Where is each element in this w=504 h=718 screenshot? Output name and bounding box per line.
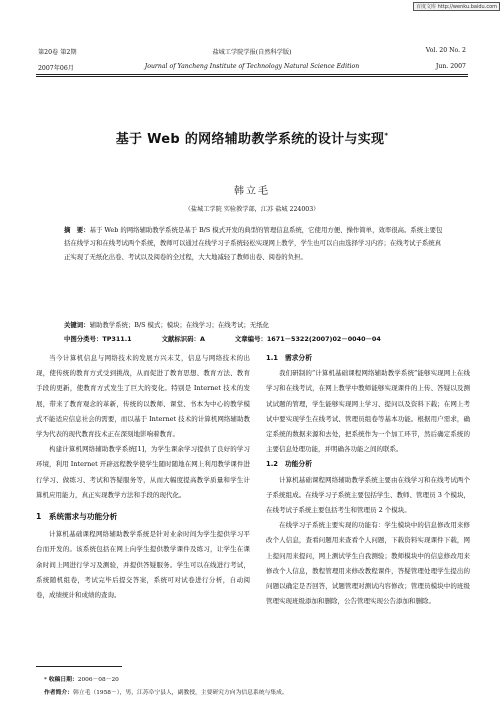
watermark-badge: 百度文库 http://wenku.baidu.com — [413, 2, 500, 11]
section1-paragraph: 计算机基础课程网络辅助教学系统是针对业余时间为学生提供学习平台而开发的。该系统包括在网上向学生提供教学课件及练习，让学生在课余时间上网进行学习及测验，并提供答疑服务。学生可以在线进行考试，系统随机组卷，考试完毕后提交答案，系统可对试卷进行分析，自动阅卷，成绩统计和成绩的查询。 — [36, 530, 250, 600]
bio-label: 作者简介： — [44, 690, 73, 696]
right-column — [266, 351, 470, 609]
requirements-paragraph: 我们研制的“计算机基础课程网络辅助教学系统”能够实现网上在线学习和在线考试，在网上教学中教师能够实现课件的上传、答疑以及测试试题的管理，学生能够实现网上学习、提问以及资料下载；在网上考试中要实现学生在线考试、管理员组卷等基本功能。根据用户需求，确定系统的数据来源和去处，把系统作为一个加工环节，然后确定系统的主要信息处理功能，并明确各功能之间的联系。 — [266, 369, 470, 454]
article-number: 文章编号：1671－5322(2007)02－0040－04 — [234, 335, 381, 343]
journal-volume-issue: 第20卷 第2期 — [38, 49, 77, 56]
received-label: 收稿日期： — [48, 677, 78, 683]
received-value: 2006－08－20 — [77, 677, 119, 683]
journal-date-cn: 2007年06月 — [38, 65, 74, 72]
journal-volume-en: Vol. 20 No. 2 — [425, 47, 466, 54]
section-heading-1-2: 1.2 功能分析 — [266, 460, 313, 469]
abstract-label: 摘 要： — [64, 226, 90, 234]
intro-paragraph-2: 构建计算机网络辅助教学系统[1]，为学生课余学习提供了良好的学习环境，利用 Internet 开辟远程教学使学生随时随地在网上利用教学课件进行学习、做练习、考试和答疑服务等，从而大幅度提高教学质量和学生计算机应用能力，真正实现教学方法和手段的现代化。 — [36, 445, 250, 499]
footnote-rule — [36, 666, 122, 667]
received-date: * 收稿日期：2006－08－20 — [44, 677, 119, 683]
journal-name-en: Journal of Yancheng Institute of Technology Natural Science Edition — [144, 63, 360, 70]
clc-number: 中图分类号：TP311.1 — [64, 335, 132, 343]
keywords-label: 关键词： — [64, 321, 90, 329]
author-bio — [44, 687, 288, 696]
left-column — [36, 351, 250, 603]
author-affiliation: （盐城工学院 实验教学部，江苏 盐城 224003） — [184, 206, 320, 213]
journal-name-cn: 盐城工学院学报(自然科学版) — [212, 49, 292, 56]
journal-date-en: Jun. 2007 — [435, 63, 466, 70]
title-footnote-mark: * — [384, 131, 389, 140]
abstract — [64, 224, 444, 264]
document-code: 文献标识码：A — [161, 335, 205, 343]
keywords-text: 辅助教学系统；B/S 模式；模块；在线学习；在线考试；无纸化 — [89, 321, 269, 329]
classification-line — [64, 334, 444, 343]
paper-title: 基于 Web 的网络辅助教学系统的设计与实现* — [115, 131, 389, 147]
bio-text: 韩立毛（1958－），男，江苏阜宁县人，副教授，主要研究方向为信息系统与集成。 — [73, 690, 288, 696]
section-heading-1: 1 系统需求与功能分析 — [36, 512, 118, 522]
section-heading-1-1: 1.1 需求分析 — [266, 354, 313, 362]
abstract-text: 基于 Web 的网络辅助教学系统是基于 B/S 模式开发的典型的管理信息系统，它使用方便、操作简单，效率很高。系统主要包括在线学习和在线考试两个系统，教师可以通过在线学习子系统轻松实现网上教学，学生也可以自由选择学习内容；在线考试子系统真正实现了无纸化出卷、考试以及阅卷的全过程，大大地减轻了教师出卷、阅卷的负担。 — [64, 226, 443, 261]
function-paragraph-1: 计算机基础课程网络辅助教学系统主要由在线学习和在线考试两个子系统组成。在线学习子系统主要包括学生、教师、管理员 3 个模块，在线考试子系统主要包括考生和管理员 2 个模块。 — [266, 475, 470, 515]
header-rule — [36, 74, 468, 75]
header-rule-thin — [36, 76, 468, 77]
author-name: 韩立毛 — [234, 186, 270, 197]
intro-paragraph-1: 当今计算机信息与网络技术的发展方兴未艾，信息与网络技术的出现，使传统的教育方式受到挑战，从而促进了教育思想、教育方法、教育手段的更新，使教育方式发生了巨大的变化。特别是 Internet 技术的发展，带来了教育观念的革新，传统的以教师、课堂、书本为中心的教学模式不能适应信息社会的需要，而以基于 Internet 技术的计算机网络辅助教学为代表的现代教育技术正在深刻地影响着教育。 — [36, 354, 250, 439]
function-paragraph-2: 在线学习子系统主要实现的功能有：学生模块中的信息修改用来修改个人信息，查看问题用来查看个人问题，下载资料实现课件下载，网上提问用来提问，网上测试学生自我测验；教师模块中的信息修改用来修改个人信息，教程管理用来修改教程课件，答疑管理处理学生提出的问题以确定是否回答，试题管理对测试内容修改；管理员模块中的班级管理实现班级添加和删除，公告管理实现公告添加和删除。 — [266, 521, 470, 606]
keywords — [64, 320, 444, 329]
